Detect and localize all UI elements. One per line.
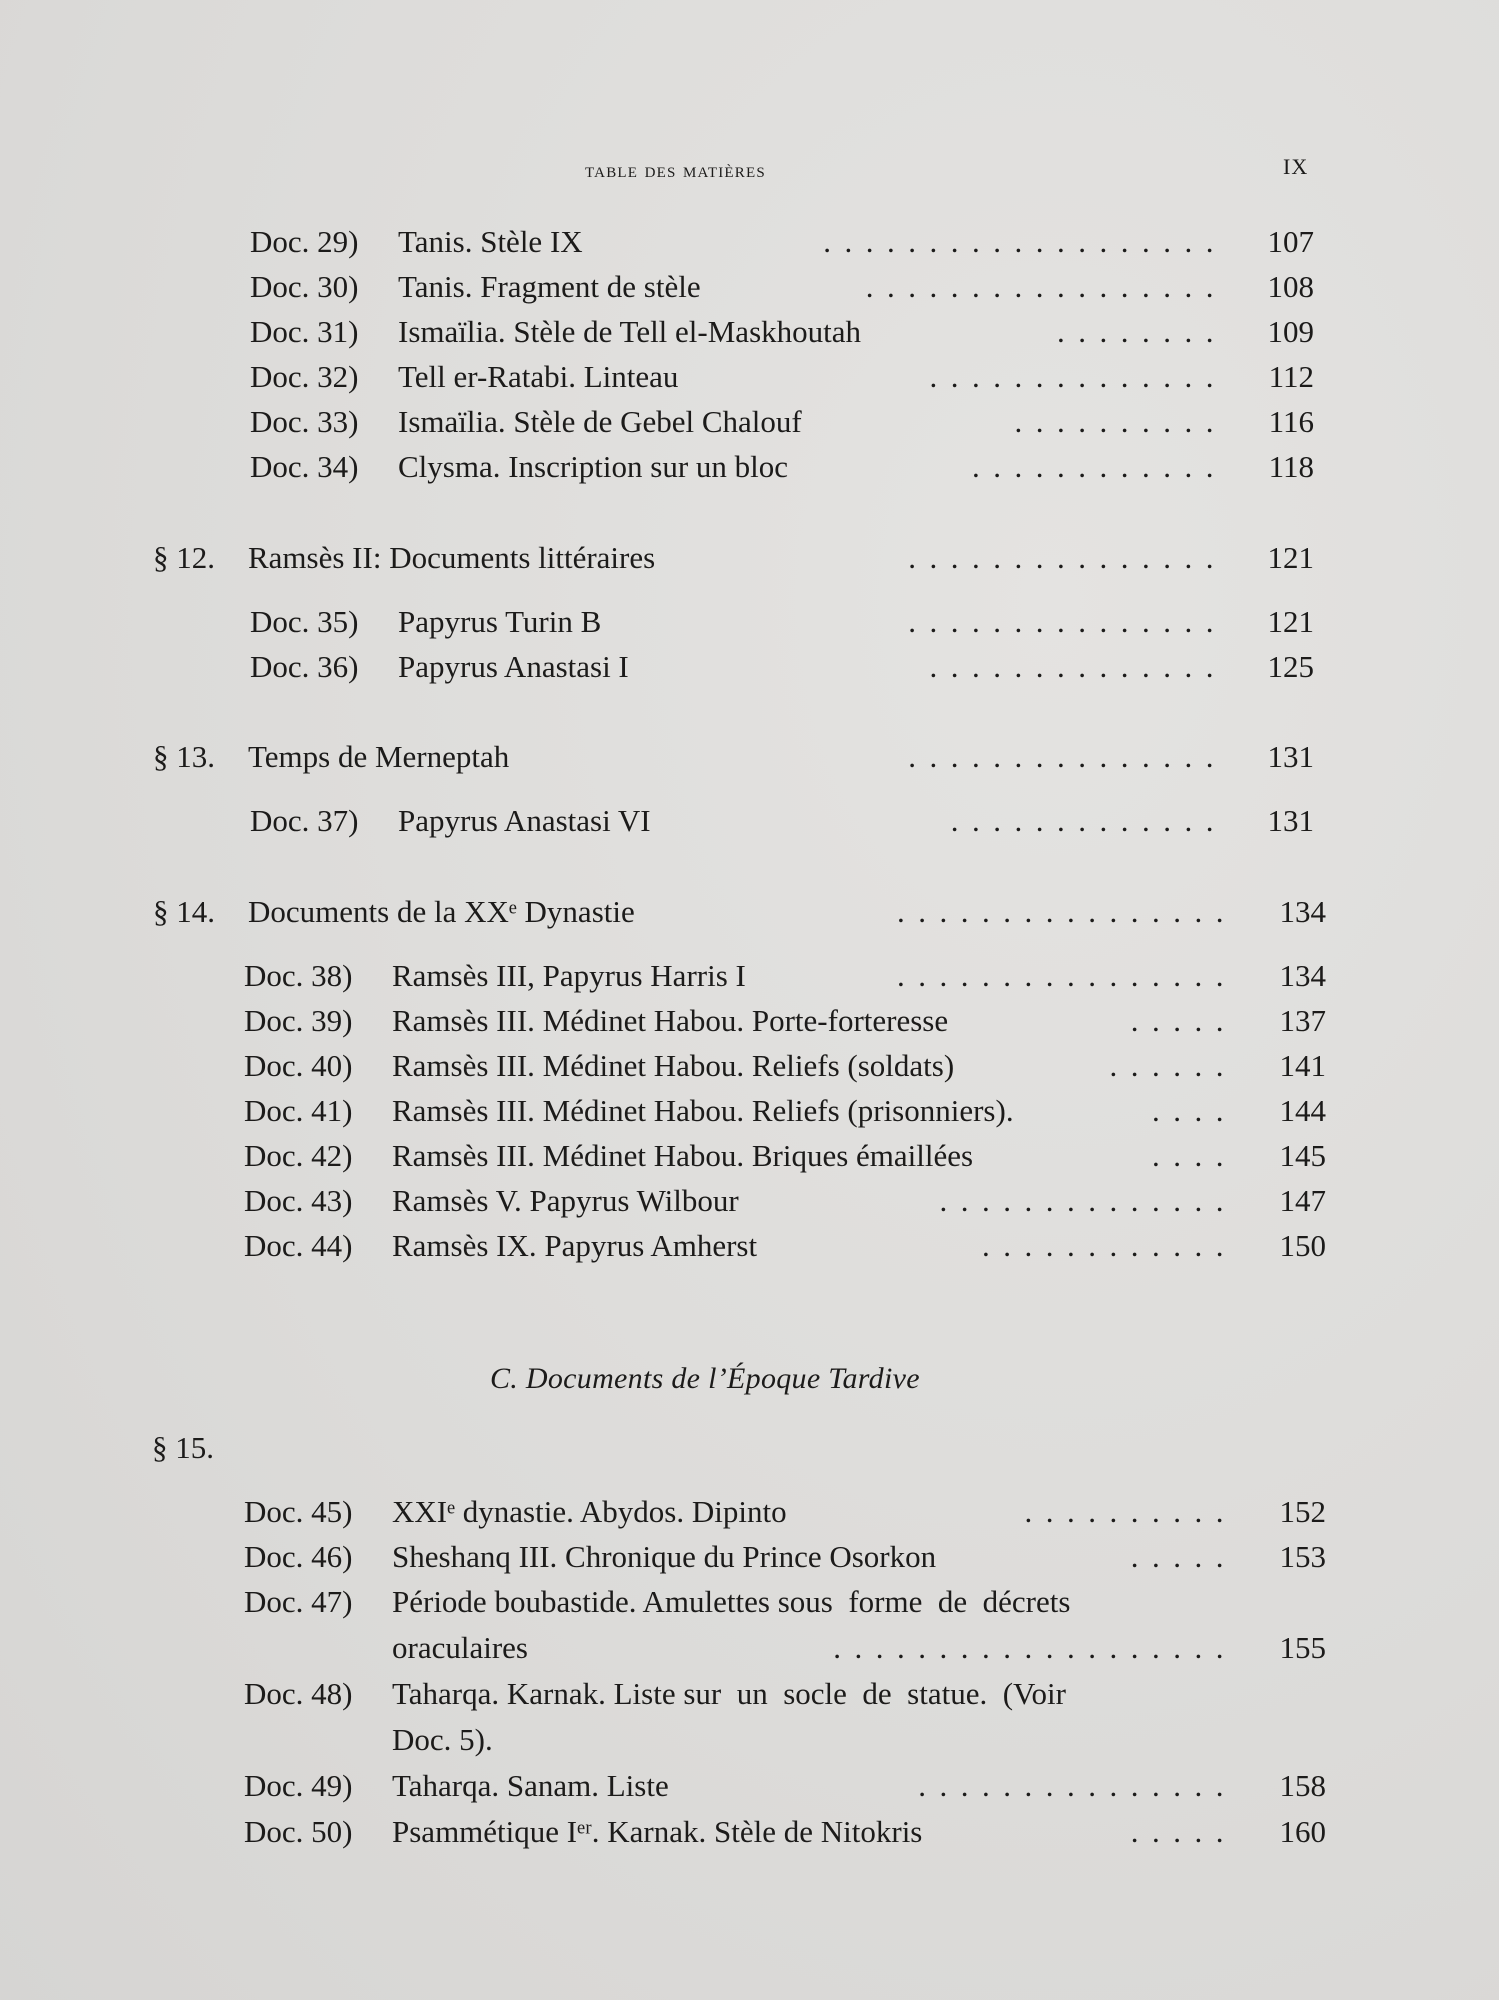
page-ref: 112 bbox=[1268, 359, 1314, 394]
doc-title: Psammétique Iᵉʳ. Karnak. Stèle de Nitokris bbox=[392, 1814, 923, 1849]
dot-leader: .......... bbox=[1024, 1494, 1237, 1529]
section-title: Documents de la XXᵉ Dynastie bbox=[248, 894, 635, 929]
doc-label: Doc. 35) bbox=[250, 604, 359, 639]
page-ref: 152 bbox=[1279, 1494, 1326, 1529]
section-heading-14 bbox=[0, 890, 1499, 934]
page-ref: 150 bbox=[1279, 1228, 1326, 1263]
page-ref: 116 bbox=[1268, 404, 1314, 439]
toc-entry bbox=[0, 1810, 1499, 1854]
doc-label: Doc. 44) bbox=[244, 1228, 353, 1263]
dot-leader: ..... bbox=[1130, 1539, 1237, 1574]
doc-title: Clysma. Inscription sur un bloc bbox=[398, 449, 789, 484]
doc-label: Doc. 46) bbox=[244, 1539, 353, 1574]
section-label: § 12. bbox=[153, 540, 215, 575]
doc-label: Doc. 47) bbox=[244, 1584, 353, 1619]
toc-entry bbox=[0, 1224, 1499, 1268]
page-ref: 121 bbox=[1267, 604, 1314, 639]
page-ref: 118 bbox=[1268, 449, 1314, 484]
dot-leader: ................... bbox=[823, 224, 1227, 259]
doc-label: Doc. 38) bbox=[244, 958, 353, 993]
page-ref: 145 bbox=[1279, 1138, 1326, 1173]
page-number: IX bbox=[1283, 154, 1309, 179]
doc-label: Doc. 42) bbox=[244, 1138, 353, 1173]
doc-title: Tanis. Fragment de stèle bbox=[398, 269, 701, 304]
page-ref: 147 bbox=[1279, 1183, 1326, 1218]
doc-title: Période boubastide. Amulettes sous forme de décrets bbox=[392, 1584, 1071, 1619]
toc-entry bbox=[0, 1179, 1499, 1223]
toc-entry bbox=[0, 1134, 1499, 1178]
toc-entry bbox=[0, 954, 1499, 998]
toc-entry bbox=[0, 445, 1499, 489]
dot-leader: ................... bbox=[833, 1630, 1237, 1665]
dot-leader: ................ bbox=[897, 958, 1237, 993]
toc-entry bbox=[0, 1535, 1499, 1579]
doc-title: Ismaïlia. Stèle de Gebel Chalouf bbox=[398, 404, 802, 439]
doc-label: Doc. 33) bbox=[250, 404, 359, 439]
doc-label: Doc. 30) bbox=[250, 269, 359, 304]
toc-entry bbox=[0, 1764, 1499, 1808]
dot-leader: .............. bbox=[929, 359, 1227, 394]
doc-label: Doc. 49) bbox=[244, 1768, 353, 1803]
page-ref: 158 bbox=[1279, 1768, 1326, 1803]
page-ref: 134 bbox=[1279, 958, 1326, 993]
doc-title: Tanis. Stèle IX bbox=[398, 224, 583, 259]
doc-label: Doc. 29) bbox=[250, 224, 359, 259]
running-head bbox=[0, 154, 1499, 198]
doc-title: Tell er-Ratabi. Linteau bbox=[398, 359, 679, 394]
dot-leader: ............... bbox=[908, 540, 1227, 575]
page-ref: 121 bbox=[1267, 540, 1314, 575]
doc-title: Sheshanq III. Chronique du Prince Osorkon bbox=[392, 1539, 937, 1574]
doc-label: Doc. 32) bbox=[250, 359, 359, 394]
doc-label: Doc. 43) bbox=[244, 1183, 353, 1218]
section-title: Ramsès II: Documents littéraires bbox=[248, 540, 656, 575]
toc-entry-continuation bbox=[0, 1626, 1499, 1670]
section-heading-13 bbox=[0, 735, 1499, 779]
section-title: Temps de Merneptah bbox=[248, 739, 510, 774]
doc-title: XXIᵉ dynastie. Abydos. Dipinto bbox=[392, 1494, 787, 1529]
toc-entry bbox=[0, 310, 1499, 354]
toc-entry bbox=[0, 400, 1499, 444]
dot-leader: ............... bbox=[918, 1768, 1237, 1803]
running-title: table des matières bbox=[585, 158, 766, 182]
dot-leader: .... bbox=[1152, 1093, 1237, 1128]
page-ref: 160 bbox=[1279, 1814, 1326, 1849]
doc-label: Doc. 48) bbox=[244, 1676, 353, 1711]
doc-title: Ismaïlia. Stèle de Tell el-Maskhoutah bbox=[398, 314, 862, 349]
part-heading: C. Documents de l’Époque Tardive bbox=[490, 1362, 920, 1395]
doc-title: Ramsès III. Médinet Habou. Porte-forteresse bbox=[392, 1003, 949, 1038]
dot-leader: ............ bbox=[982, 1228, 1237, 1263]
dot-leader: ...... bbox=[1109, 1048, 1237, 1083]
dot-leader: ..... bbox=[1130, 1814, 1237, 1849]
toc-entry bbox=[0, 799, 1499, 843]
dot-leader: .............. bbox=[929, 649, 1227, 684]
doc-label: Doc. 37) bbox=[250, 803, 359, 838]
page-ref: 108 bbox=[1267, 269, 1314, 304]
page-ref: 137 bbox=[1279, 1003, 1326, 1038]
dot-leader: ............... bbox=[908, 604, 1227, 639]
doc-label: Doc. 40) bbox=[244, 1048, 353, 1083]
doc-label: Doc. 41) bbox=[244, 1093, 353, 1128]
doc-title: Papyrus Anastasi I bbox=[398, 649, 629, 684]
doc-label: Doc. 34) bbox=[250, 449, 359, 484]
doc-label: Doc. 39) bbox=[244, 1003, 353, 1038]
toc-entry bbox=[0, 1490, 1499, 1534]
dot-leader: ............... bbox=[908, 739, 1227, 774]
section-heading-12 bbox=[0, 536, 1499, 580]
section-label-15: § 15. bbox=[152, 1430, 214, 1465]
page-ref: 141 bbox=[1279, 1048, 1326, 1083]
toc-entry bbox=[0, 1672, 1499, 1716]
doc-title: Ramsès V. Papyrus Wilbour bbox=[392, 1183, 739, 1218]
doc-title: Ramsès IX. Papyrus Amherst bbox=[392, 1228, 758, 1263]
dot-leader: ................. bbox=[865, 269, 1227, 304]
doc-title: Taharqa. Sanam. Liste bbox=[392, 1768, 669, 1803]
dot-leader: .............. bbox=[939, 1183, 1237, 1218]
toc-entry bbox=[0, 1089, 1499, 1133]
dot-leader: ............ bbox=[972, 449, 1227, 484]
page-ref: 153 bbox=[1279, 1539, 1326, 1574]
toc-entry bbox=[0, 265, 1499, 309]
toc-entry bbox=[0, 1580, 1499, 1624]
doc-label: Doc. 36) bbox=[250, 649, 359, 684]
page-ref: 109 bbox=[1267, 314, 1314, 349]
doc-label: Doc. 45) bbox=[244, 1494, 353, 1529]
doc-title-continuation: oraculaires bbox=[392, 1630, 528, 1665]
page-ref: 144 bbox=[1279, 1093, 1326, 1128]
page-ref: 125 bbox=[1267, 649, 1314, 684]
page-ref: 134 bbox=[1279, 894, 1326, 929]
dot-leader: ................ bbox=[897, 894, 1237, 929]
doc-title: Ramsès III, Papyrus Harris I bbox=[392, 958, 746, 993]
page-ref: 131 bbox=[1267, 739, 1314, 774]
doc-label: Doc. 31) bbox=[250, 314, 359, 349]
dot-leader: ............. bbox=[950, 803, 1227, 838]
page-ref: 155 bbox=[1279, 1630, 1326, 1665]
toc-entry bbox=[0, 999, 1499, 1043]
doc-title: Papyrus Anastasi VI bbox=[398, 803, 651, 838]
dot-leader: ..... bbox=[1130, 1003, 1237, 1038]
toc-entry-continuation bbox=[0, 1718, 1499, 1762]
dot-leader: .... bbox=[1152, 1138, 1237, 1173]
section-label: § 13. bbox=[153, 739, 215, 774]
doc-title-continuation: Doc. 5). bbox=[392, 1722, 493, 1757]
toc-entry bbox=[0, 645, 1499, 689]
doc-title: Taharqa. Karnak. Liste sur un socle de statue. (Voir bbox=[392, 1676, 1066, 1711]
toc-entry bbox=[0, 1044, 1499, 1088]
toc-entry bbox=[0, 220, 1499, 264]
page-ref: 107 bbox=[1267, 224, 1314, 259]
section-label: § 14. bbox=[153, 894, 215, 929]
doc-title: Papyrus Turin B bbox=[398, 604, 602, 639]
doc-title: Ramsès III. Médinet Habou. Reliefs (prisonniers). bbox=[392, 1093, 1014, 1128]
dot-leader: ........ bbox=[1057, 314, 1227, 349]
page-ref: 131 bbox=[1267, 803, 1314, 838]
dot-leader: .......... bbox=[1014, 404, 1227, 439]
doc-title: Ramsès III. Médinet Habou. Briques émaillées bbox=[392, 1138, 974, 1173]
doc-label: Doc. 50) bbox=[244, 1814, 353, 1849]
toc-entry bbox=[0, 355, 1499, 399]
doc-title: Ramsès III. Médinet Habou. Reliefs (soldats) bbox=[392, 1048, 955, 1083]
toc-entry bbox=[0, 600, 1499, 644]
